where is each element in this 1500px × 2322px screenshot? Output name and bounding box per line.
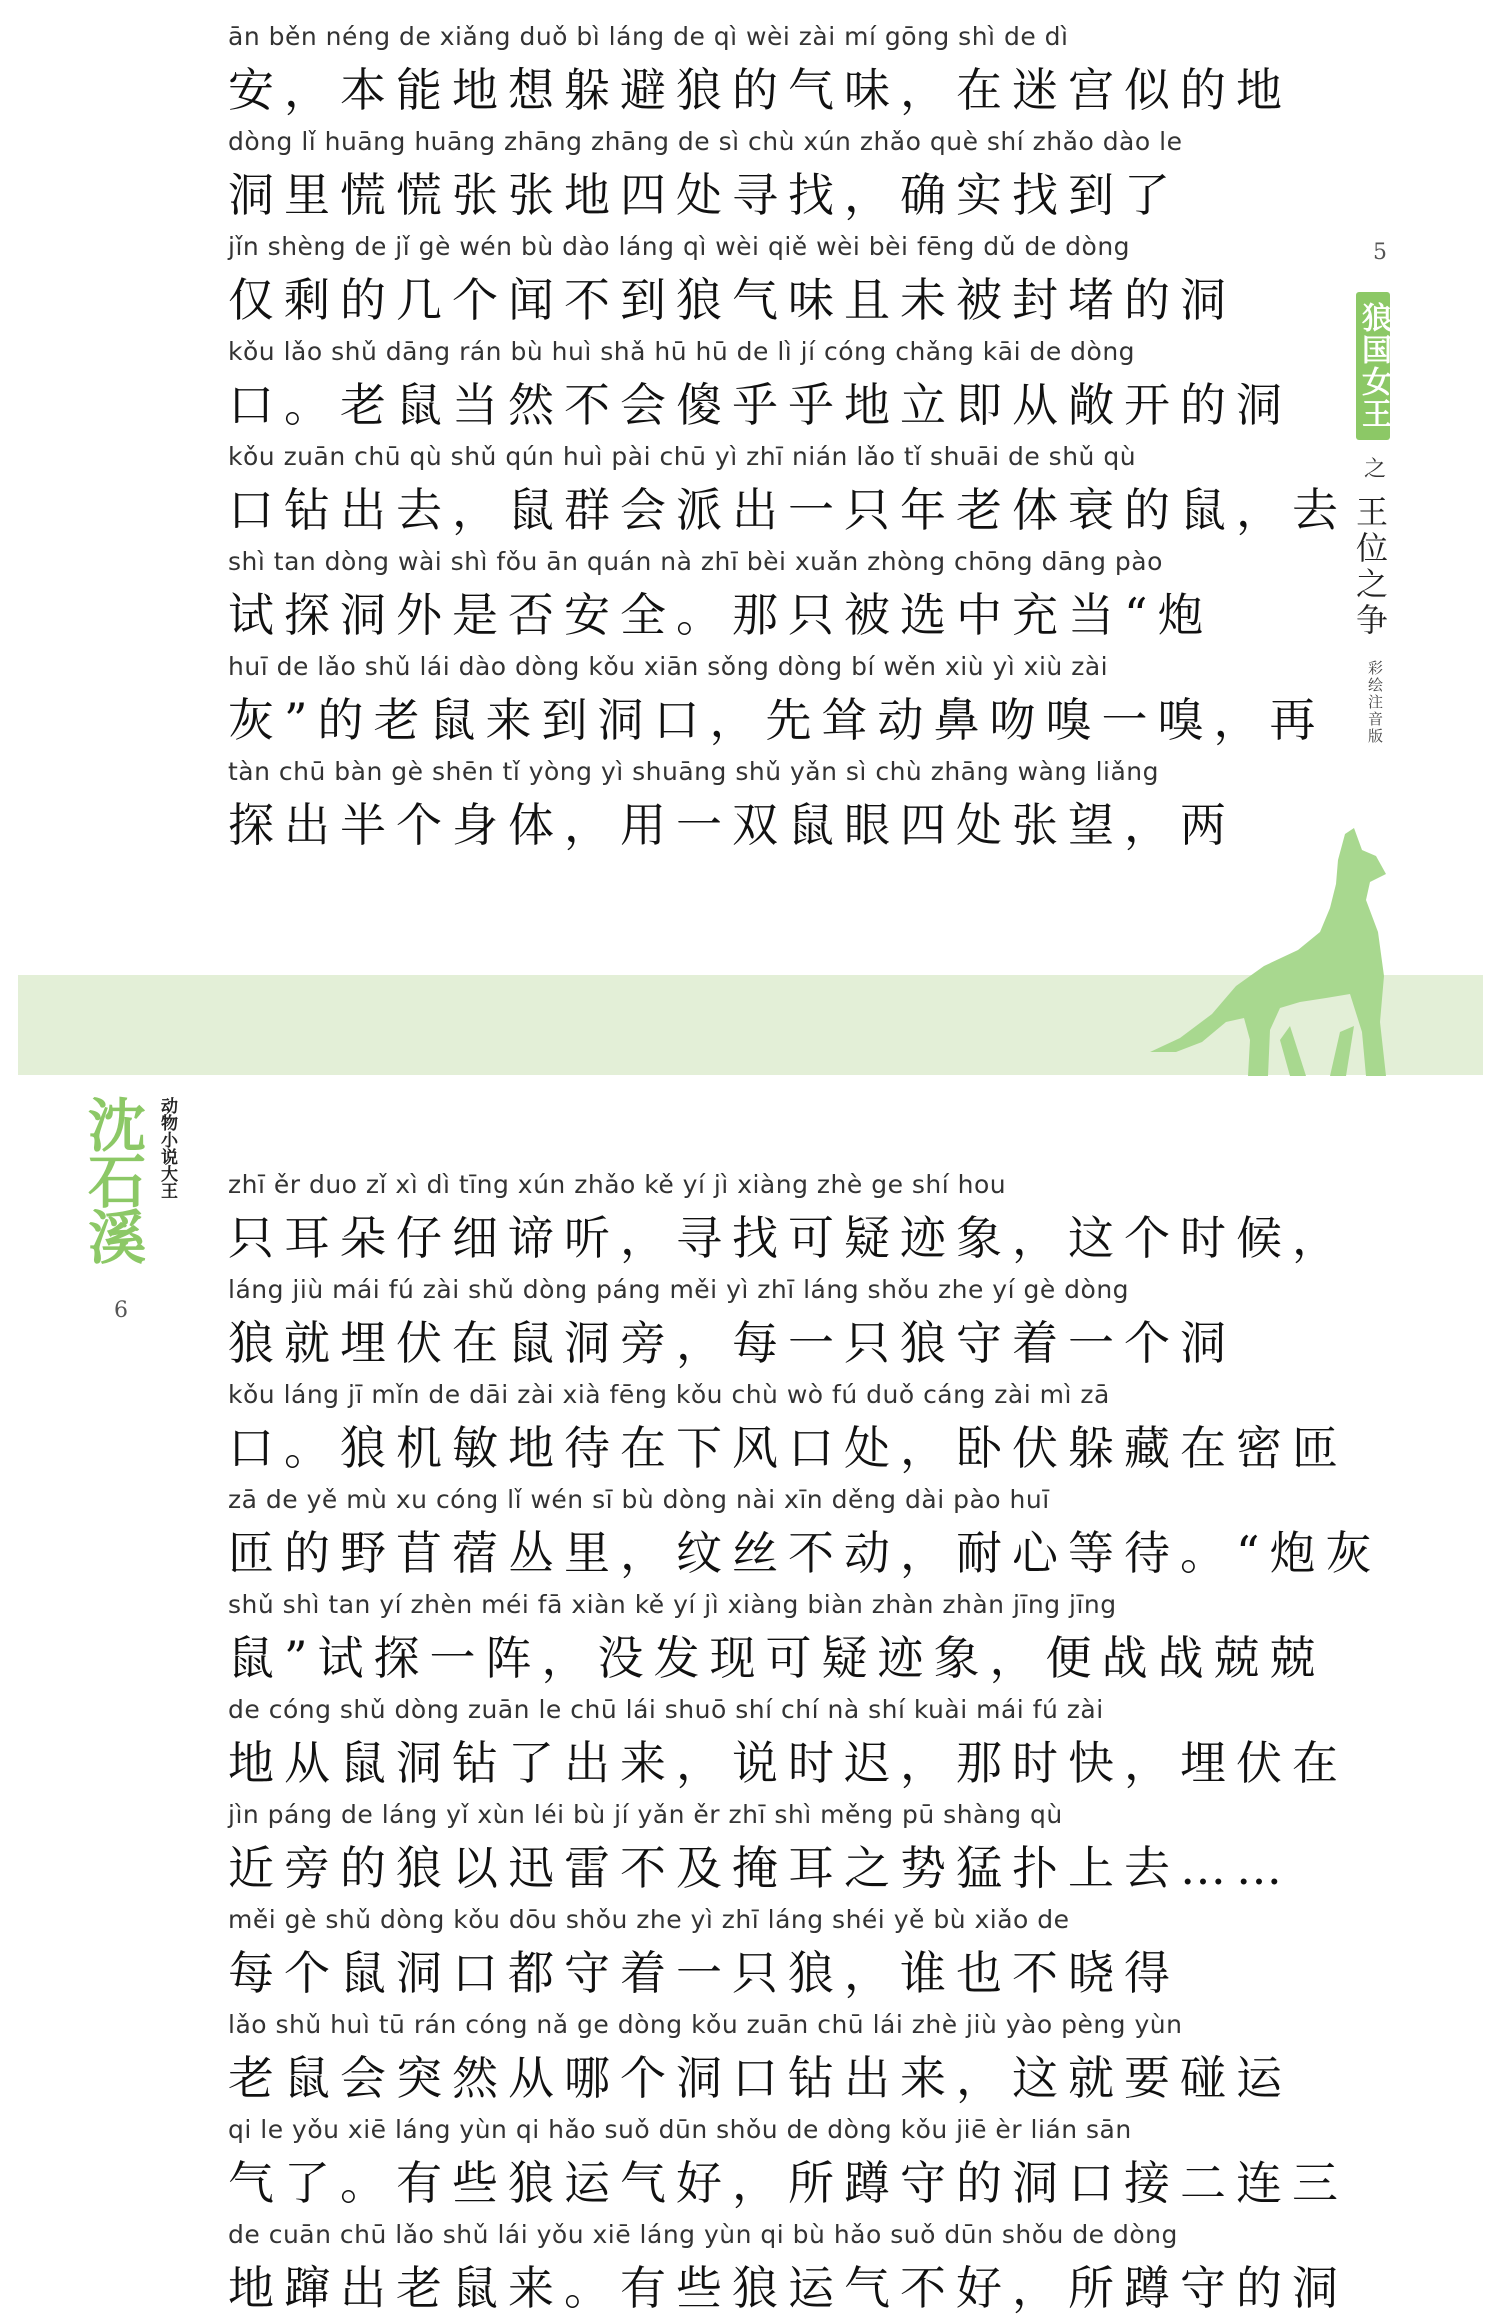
pinyin-row: měi gè shǔ dòng kǒu dōu shǒu zhe yì zhī láng shéi yě bù xiǎo de bbox=[228, 1905, 1070, 1934]
text-line bbox=[228, 1275, 1258, 1373]
text-line bbox=[228, 22, 1292, 120]
text-line bbox=[228, 1590, 1326, 1688]
hanzi-row: 探出半个身体，用一双鼠眼四处张望，两 bbox=[228, 798, 1236, 852]
text-line bbox=[228, 1905, 1258, 2003]
pinyin-row: kǒu láng jī mǐn de dāi zài xià fēng kǒu chù wò fú duǒ cáng zài mì zā bbox=[228, 1380, 1110, 1409]
hanzi-row: 口。老鼠当然不会傻乎乎地立即从敞开的洞 bbox=[228, 378, 1292, 432]
pinyin-row: kǒu zuān chū qù shǔ qún huì pài chū yì zhī nián lǎo tǐ shuāi de shǔ qù bbox=[228, 442, 1137, 471]
hanzi-row: 灰”的老鼠来到洞口，先耸动鼻吻嗅一嗅，再 bbox=[228, 693, 1326, 747]
pinyin-row: ān běn néng de xiǎng duǒ bì láng de qì wèi zài mí gōng shì de dì bbox=[228, 22, 1069, 51]
hanzi-row: 地从鼠洞钻了出来，说时迟，那时快，埋伏在 bbox=[228, 1736, 1348, 1790]
hanzi-row: 鼠”试探一阵，没发现可疑迹象，便战战兢兢 bbox=[228, 1631, 1326, 1685]
hanzi-row: 只耳朵仔细谛听，寻找可疑迹象，这个时候， bbox=[228, 1211, 1348, 1265]
author-name: 沈石溪 bbox=[78, 1095, 146, 1263]
text-line bbox=[228, 1695, 1348, 1793]
hanzi-row: 洞里慌慌张张地四处寻找，确实找到了 bbox=[228, 168, 1180, 222]
text-line bbox=[228, 442, 1348, 540]
hanzi-row: 狼就埋伏在鼠洞旁，每一只狼守着一个洞 bbox=[228, 1316, 1236, 1370]
pinyin-row: tàn chū bàn gè shēn tǐ yòng yì shuāng shǔ yǎn sì chù zhāng wàng liǎng bbox=[228, 757, 1160, 786]
series-label: 动物小说大王 bbox=[157, 1097, 177, 1199]
pinyin-row: zā de yě mù xu cóng lǐ wén sī bù dòng nài xīn děng dài pào huī bbox=[228, 1485, 1050, 1514]
page-number: 5 bbox=[1373, 240, 1387, 265]
pinyin-row: shì tan dòng wài shì fǒu ān quán nà zhī bèi xuǎn zhòng chōng dāng pào bbox=[228, 547, 1163, 576]
hanzi-row: 口。狼机敏地待在下风口处，卧伏躲藏在密匝 bbox=[228, 1421, 1348, 1475]
edition-label: 彩绘注音版 bbox=[1366, 660, 1384, 745]
text-line bbox=[228, 547, 1258, 645]
hanzi-row: 气了。有些狼运气好，所蹲守的洞口接二连三 bbox=[228, 2156, 1348, 2210]
text-line bbox=[228, 2220, 1348, 2318]
text-line bbox=[228, 127, 1258, 225]
pinyin-row: de cóng shǔ dòng zuān le chū lái shuō shí chí nà shí kuài mái fú zài bbox=[228, 1695, 1104, 1724]
pinyin-row: dòng lǐ huāng huāng zhāng zhāng de sì chù xún zhǎo què shí zhǎo dào le bbox=[228, 127, 1183, 156]
text-line bbox=[228, 337, 1292, 435]
hanzi-row: 每个鼠洞口都守着一只狼，谁也不晓得 bbox=[228, 1946, 1180, 2000]
howling-wolf-icon bbox=[1140, 826, 1440, 1076]
text-line bbox=[228, 232, 1258, 330]
text-line bbox=[228, 2010, 1292, 2108]
text-line bbox=[228, 1170, 1348, 1268]
text-line bbox=[228, 652, 1326, 750]
text-line bbox=[228, 1800, 1292, 1898]
hanzi-row: 安，本能地想躲避狼的气味，在迷宫似的地 bbox=[228, 63, 1292, 117]
pinyin-row: láng jiù mái fú zài shǔ dòng páng měi yì zhī láng shǒu zhe yí gè dòng bbox=[228, 1275, 1130, 1304]
pinyin-row: kǒu lǎo shǔ dāng rán bù huì shǎ hū hū de lì jí cóng chǎng kāi de dòng bbox=[228, 337, 1136, 366]
hanzi-row: 地蹿出老鼠来。有些狼运气不好，所蹲守的洞 bbox=[228, 2261, 1348, 2315]
hanzi-row: 老鼠会突然从哪个洞口钻出来，这就要碰运 bbox=[228, 2051, 1292, 2105]
hanzi-row: 匝的野苜蓿丛里，纹丝不动，耐心等待。“炮灰 bbox=[228, 1526, 1382, 1580]
hanzi-row: 仅剩的几个闻不到狼气味且未被封堵的洞 bbox=[228, 273, 1236, 327]
text-line bbox=[228, 757, 1258, 855]
text-line bbox=[228, 1380, 1348, 1478]
pinyin-row: huī de lǎo shǔ lái dào dòng kǒu xiān sǒng dòng bí wěn xiù yì xiù zài bbox=[228, 652, 1109, 681]
hanzi-row: 口钻出去，鼠群会派出一只年老体衰的鼠，去 bbox=[228, 483, 1348, 537]
pinyin-row: shǔ shì tan yí zhèn méi fā xiàn kě yí jì xiàng biàn zhàn zhàn jīng jīng bbox=[228, 1590, 1117, 1619]
page-number: 6 bbox=[114, 1298, 128, 1323]
hanzi-row: 近旁的狼以迅雷不及掩耳之势猛扑上去…… bbox=[228, 1841, 1292, 1895]
book-title: 狼国女王 bbox=[1356, 302, 1391, 430]
pinyin-row: jìn páng de láng yǐ xùn léi bù jí yǎn ěr zhī shì měng pū shàng qù bbox=[228, 1800, 1063, 1829]
book-subtitle: 王位之争 bbox=[1351, 495, 1389, 639]
text-line bbox=[228, 2115, 1348, 2213]
pinyin-row: lǎo shǔ huì tū rán cóng nǎ ge dòng kǒu zuān chū lái zhè jiù yào pèng yùn bbox=[228, 2010, 1183, 2039]
pinyin-row: qi le yǒu xiē láng yùn qi hǎo suǒ dūn shǒu de dòng kǒu jiē èr lián sān bbox=[228, 2115, 1132, 2144]
hanzi-row: 试探洞外是否安全。那只被选中充当“炮 bbox=[228, 588, 1214, 642]
book-title-connector: 之 bbox=[1363, 457, 1386, 482]
pinyin-row: de cuān chū lǎo shǔ lái yǒu xiē láng yùn qi bù hǎo suǒ dūn shǒu de dòng bbox=[228, 2220, 1178, 2249]
text-line bbox=[228, 1485, 1382, 1583]
pinyin-row: jǐn shèng de jǐ gè wén bù dào láng qì wèi qiě wèi bèi fēng dǔ de dòng bbox=[228, 232, 1131, 261]
page-5 bbox=[0, 0, 1500, 970]
book-title-badge bbox=[1356, 292, 1390, 440]
pinyin-row: zhī ěr duo zǐ xì dì tīng xún zhǎo kě yí jì xiàng zhè ge shí hou bbox=[228, 1170, 1007, 1199]
